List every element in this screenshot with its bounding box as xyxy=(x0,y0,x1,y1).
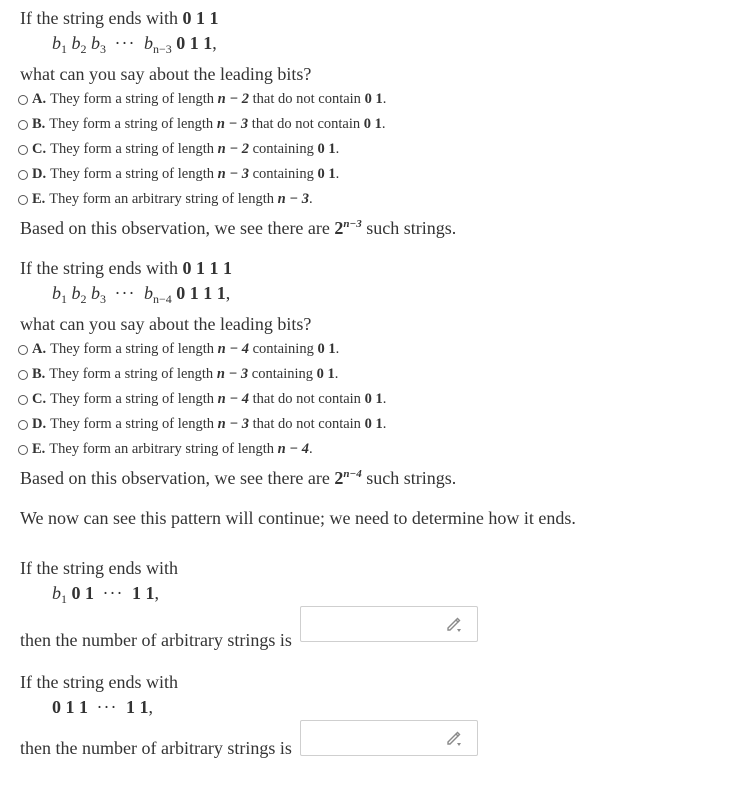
section2-question: what can you say about the leading bits? xyxy=(20,314,312,334)
option-letter: E. xyxy=(32,191,46,207)
radio-button[interactable] xyxy=(18,170,28,180)
section1-bits-line xyxy=(20,31,740,62)
bits-tail: 0 1 1 xyxy=(176,33,213,53)
bit-b3: b xyxy=(91,33,100,53)
intro-bits: 0 1 1 1 xyxy=(182,258,232,278)
option-pre: They form a string of length xyxy=(50,166,214,182)
bits-b: 1 1 xyxy=(125,697,149,717)
option-end: . xyxy=(335,141,340,157)
option-letter: A. xyxy=(32,91,47,107)
bits-ellipsis: ··· xyxy=(114,283,136,303)
section1-intro xyxy=(20,6,740,31)
radio-button[interactable] xyxy=(18,370,28,380)
option-letter: B. xyxy=(32,116,46,132)
radio-button[interactable] xyxy=(18,95,28,105)
intro-text: If the string ends with xyxy=(20,258,178,278)
bits-trail: , xyxy=(212,33,217,53)
bit-b3: b xyxy=(91,283,100,303)
bit-b1: b xyxy=(52,283,61,303)
option-post: containing xyxy=(252,141,314,157)
radio-button[interactable] xyxy=(18,145,28,155)
option-length: n − 2 xyxy=(217,141,249,157)
option-pre: They form an arbitrary string of length xyxy=(49,441,274,457)
bit-bn-sub: n−4 xyxy=(152,292,172,306)
option-letter: D. xyxy=(32,416,47,432)
option-bits: 0 1 xyxy=(364,391,383,407)
bit-b1: b xyxy=(52,33,61,53)
radio-button[interactable] xyxy=(18,345,28,355)
option-letter: C. xyxy=(32,391,47,407)
option-bits: 0 1 xyxy=(316,366,335,382)
bits-trail: , xyxy=(154,583,159,603)
section1-question: what can you say about the leading bits? xyxy=(20,64,312,84)
pencil-icon[interactable] xyxy=(445,729,463,747)
bit-bn-sub: n−3 xyxy=(152,42,172,56)
section3-intro: If the string ends with xyxy=(20,558,178,578)
section4-intro: If the string ends with xyxy=(20,672,178,692)
bit-b2: b xyxy=(71,33,81,53)
option-letter: A. xyxy=(32,341,47,357)
option-e[interactable] xyxy=(18,187,740,212)
option-pre: They form a string of length xyxy=(50,416,214,432)
option-end: . xyxy=(335,341,340,357)
conclusion-pre: Based on this observation, we see there are xyxy=(20,468,330,488)
option-letter: B. xyxy=(32,366,46,382)
option-length: n − 3 xyxy=(277,191,309,207)
bits-ellipsis: ··· xyxy=(96,697,118,717)
option-length: n − 3 xyxy=(216,116,249,132)
option-c[interactable] xyxy=(18,387,740,412)
option-bits: 0 1 xyxy=(364,91,383,107)
bit-b1-sub: 1 xyxy=(61,592,67,606)
intro-text: If the string ends with xyxy=(20,8,178,28)
section2-bits-line xyxy=(20,281,740,312)
option-length: n − 3 xyxy=(217,416,249,432)
section-ends-0111 xyxy=(20,256,740,491)
option-pre: They form a string of length xyxy=(49,116,214,132)
option-bits: 0 1 xyxy=(317,141,336,157)
bits-trail: , xyxy=(225,283,231,303)
option-length: n − 3 xyxy=(217,166,249,182)
section2-intro xyxy=(20,256,740,281)
option-pre: They form a string of length xyxy=(50,391,214,407)
section4-answer-input[interactable] xyxy=(300,720,478,756)
option-length: n − 3 xyxy=(216,366,249,382)
option-bits: 0 1 xyxy=(317,341,336,357)
conclusion-base: 2 xyxy=(334,218,344,238)
option-length: n − 4 xyxy=(277,441,309,457)
option-pre: They form a string of length xyxy=(50,91,214,107)
option-post: that do not contain xyxy=(252,391,361,407)
option-d[interactable] xyxy=(18,162,740,187)
option-end: . xyxy=(334,366,339,382)
option-pre: They form a string of length xyxy=(50,141,214,157)
radio-button[interactable] xyxy=(18,395,28,405)
conclusion-exp: n−3 xyxy=(343,218,362,230)
radio-button[interactable] xyxy=(18,420,28,430)
option-e[interactable] xyxy=(18,437,740,462)
option-d[interactable] xyxy=(18,412,740,437)
option-letter: E. xyxy=(32,441,46,457)
bits-trail: , xyxy=(148,697,153,717)
option-c[interactable] xyxy=(18,137,740,162)
option-a[interactable] xyxy=(18,337,740,362)
option-end: . xyxy=(382,91,387,107)
option-bits: 0 1 xyxy=(317,166,336,182)
option-b[interactable] xyxy=(18,112,740,137)
section1-conclusion xyxy=(20,212,740,241)
bit-b1-sub: 1 xyxy=(61,42,67,56)
conclusion-exp: n−4 xyxy=(343,468,362,480)
option-end: . xyxy=(308,441,313,457)
section-ends-011 xyxy=(20,6,740,241)
option-length: n − 4 xyxy=(217,341,249,357)
option-pre: They form a string of length xyxy=(49,366,214,382)
option-end: . xyxy=(381,116,386,132)
section3-answer-label: then the number of arbitrary strings is xyxy=(20,630,292,650)
bits-b: 1 1 xyxy=(131,583,155,603)
bit-b3-sub: 3 xyxy=(100,292,106,306)
bits-a: 0 1 xyxy=(71,583,94,603)
conclusion-post: such strings. xyxy=(366,218,457,238)
option-end: . xyxy=(382,416,387,432)
section2-conclusion xyxy=(20,462,740,491)
section1-options xyxy=(20,87,740,212)
option-bits: 0 1 xyxy=(364,416,383,432)
bit-b2: b xyxy=(71,283,81,303)
option-b[interactable] xyxy=(18,362,740,387)
option-post: that do not contain xyxy=(252,91,361,107)
section4-bits-line xyxy=(20,695,740,720)
option-post: containing xyxy=(252,341,314,357)
conclusion-post: such strings. xyxy=(366,468,457,488)
bits-tail: 0 1 1 1 xyxy=(176,283,226,303)
option-a[interactable] xyxy=(18,87,740,112)
option-end: . xyxy=(335,166,340,182)
section2-options xyxy=(20,337,740,462)
bit-b1-sub: 1 xyxy=(61,292,67,306)
option-letter: D. xyxy=(32,166,47,182)
option-letter: C. xyxy=(32,141,47,157)
option-end: . xyxy=(308,191,313,207)
section3-answer-input[interactable] xyxy=(300,606,478,642)
option-bits: 0 1 xyxy=(363,116,382,132)
bit-b2-sub: 2 xyxy=(80,42,87,56)
bit-bn: b xyxy=(143,33,153,53)
option-post: containing xyxy=(252,166,314,182)
conclusion-pre: Based on this observation, we see there are xyxy=(20,218,330,238)
bit-b1: b xyxy=(52,583,61,603)
bits-a: 0 1 1 xyxy=(52,697,88,717)
conclusion-base: 2 xyxy=(334,468,344,488)
option-pre: They form an arbitrary string of length xyxy=(49,191,274,207)
section-ends-011-11 xyxy=(20,670,740,761)
bit-b2-sub: 2 xyxy=(80,292,87,306)
option-post: containing xyxy=(251,366,314,382)
bits-ellipsis: ··· xyxy=(114,33,136,53)
bit-b3-sub: 3 xyxy=(100,42,106,56)
radio-button[interactable] xyxy=(18,195,28,205)
radio-button[interactable] xyxy=(18,445,28,455)
bit-bn: b xyxy=(143,283,153,303)
section-ends-b1-01 xyxy=(20,556,740,653)
pattern-text: We now can see this pattern will continue; we need to determine how it ends. xyxy=(20,508,576,528)
option-length: n − 2 xyxy=(217,91,249,107)
section4-answer-label: then the number of arbitrary strings is xyxy=(20,738,292,758)
radio-button[interactable] xyxy=(18,120,28,130)
option-length: n − 4 xyxy=(217,391,249,407)
bits-ellipsis: ··· xyxy=(102,583,124,603)
intro-bits: 0 1 1 xyxy=(182,8,219,28)
option-post: that do not contain xyxy=(252,416,361,432)
option-pre: They form a string of length xyxy=(50,341,214,357)
option-post: that do not contain xyxy=(251,116,361,132)
option-end: . xyxy=(382,391,387,407)
pencil-icon[interactable] xyxy=(445,615,463,633)
